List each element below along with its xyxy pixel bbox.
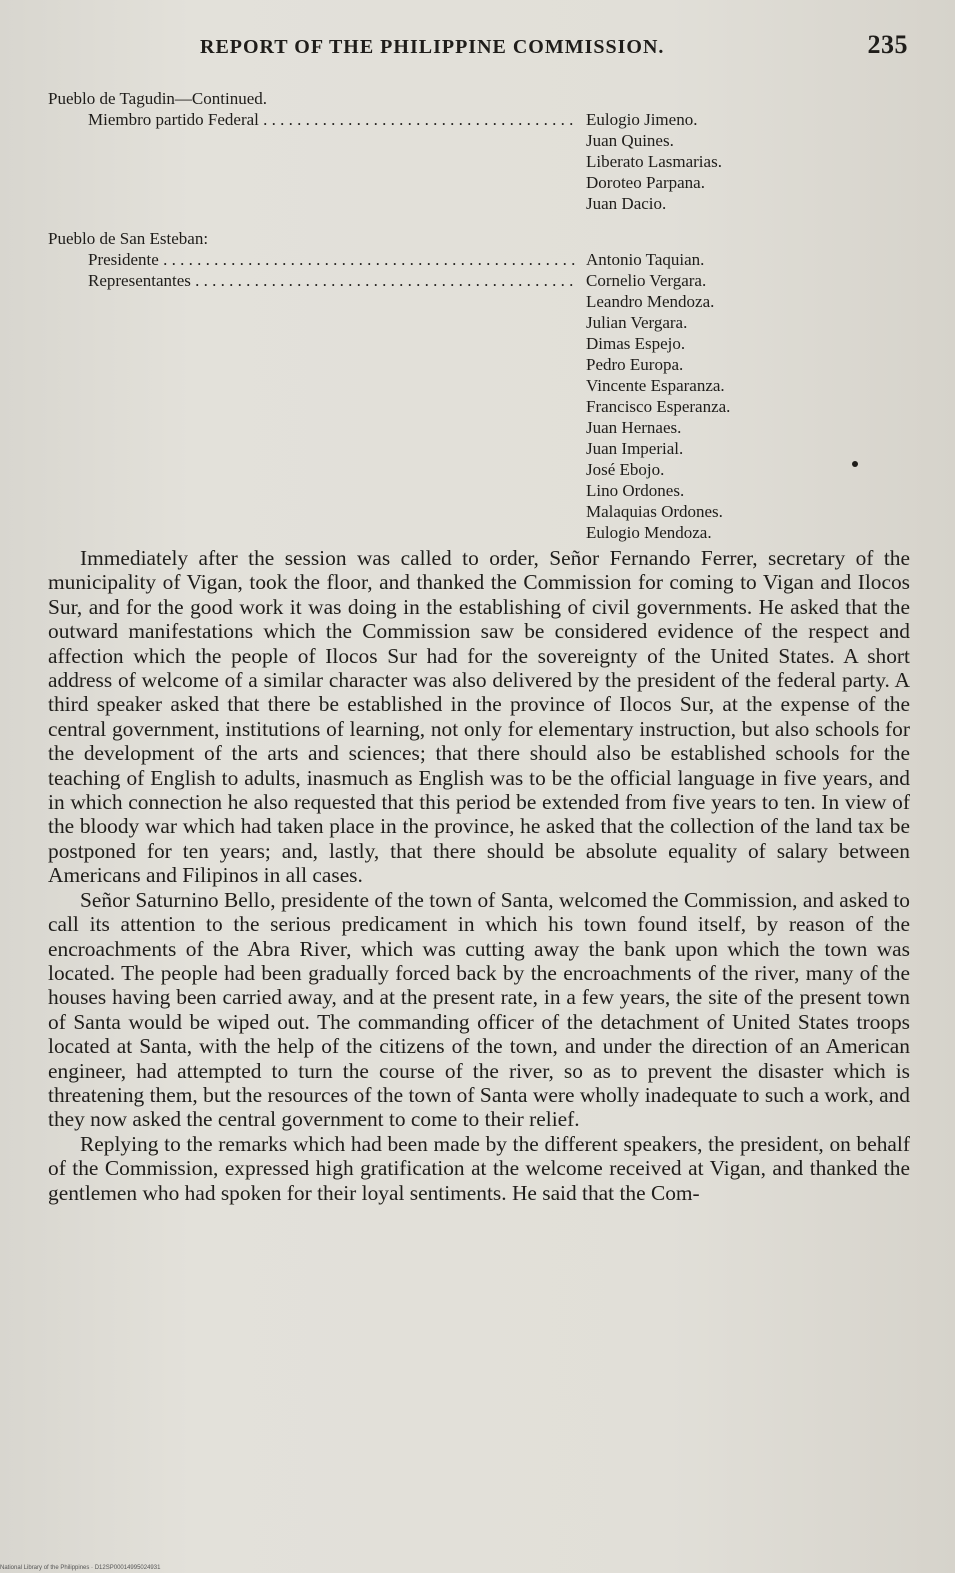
official-name: Liberato Lasmarias. [586,152,722,171]
official-name: Eulogio Mendoza. [586,523,712,542]
running-title: REPORT OF THE PHILIPPINE COMMISSION. [200,36,665,58]
official-name: Vincente Esparanza. [586,376,725,395]
pueblo-heading: Pueblo de Tagudin—Continued. [48,89,268,108]
official-name: Dimas Espejo. [586,334,686,353]
pueblo-heading: Pueblo de San Esteban: [48,229,209,248]
page-number: 235 [867,30,908,59]
official-name: Pedro Europa. [586,355,684,374]
paragraph: Immediately after the session was called to order, Señor Fernando Ferrer, secretary of the municipality of Vigan, took the floor, and thanked the Commission for coming to Vigan and Ilocos Sur, and for the good work it was doing in the establishing of civil governments. He asked that the outward manifestations which the Commission saw be considered evidence of the respect and affection which the people of Ilocos Sur had for the sovereignty of the United States. A short address of welcome of a similar character was also delivered by the president of the federal party. A third speaker asked that there be established in the province of Ilocos Sur, at the expense of the central government, institutions of learning, not only for elementary instruction, but also schools for the development of the arts and sciences; that there should also be established schools for the teaching of English to adults, inasmuch as English was to be the official language in five years, and in which connection he also requested that this period be extended from five years to ten. In view of the bloody war which had taken place in the province, he asked that the collection of the land tax be postponed for ten years; and, lastly, that there should be absolute equality of salary between Americans and Filipinos in all cases. [48,546,910,888]
official-name: Juan Quines. [586,131,674,150]
scan-credit: National Library of the Philippines · D12SP00014995024931 [0,1565,161,1571]
role-label: Presidente . . . [88,249,576,270]
official-name: Eulogio Jimeno. [586,110,698,129]
official-name: José Ebojo. [586,460,665,479]
role-label: Miembro partido Federal . . . [88,109,576,130]
official-name: Antonio Taquian. [586,250,705,269]
official-name: Malaquias Ordones. [586,502,723,521]
official-name: Lino Ordones. [586,481,685,500]
official-name: Doroteo Parpana. [586,173,705,192]
official-name: Francisco Esperanza. [586,397,731,416]
ink-speck [852,461,858,467]
official-name: Juan Imperial. [586,439,684,458]
paragraph: Señor Saturnino Bello, presidente of the town of Santa, welcomed the Commission, and asked to call its attention to the serious predicament in which his town found itself, by reason of the encroachments of the Abra River, which was cutting away the bank upon which the town was located. The people had been gradually forced back by the encroachments of the river, many of the houses having been carried away, and at the present rate, in a few years, the site of the present town of Santa would be wiped out. The commanding officer of the detachment of United States troops located at Santa, with the help of the citizens of the town, and under the direction of an American engineer, had attempted to turn the course of the river, so as to prevent the disaster which is threatening them, but the resources of the town of Santa were wholly inadequate to such a work, and they now asked the central government to come to their relief. [48,887,910,1132]
official-name: Juan Hernaes. [586,418,682,437]
official-name: Juan Dacio. [586,194,667,213]
official-name: Julian Vergara. [586,313,688,332]
paragraph: Replying to the remarks which had been made by the different speakers, the president, on behalf of the Commission, expressed high gratification at the welcome received at Vigan, and thanked the gentlemen who had spoken for their loyal sentiments. He said that the Com- [48,1131,910,1205]
body-text [48,546,910,1205]
role-label: Representantes . . . [88,270,576,291]
official-name: Leandro Mendoza. [586,292,715,311]
officials-roster [48,88,868,543]
official-name: Cornelio Vergara. [586,271,707,290]
